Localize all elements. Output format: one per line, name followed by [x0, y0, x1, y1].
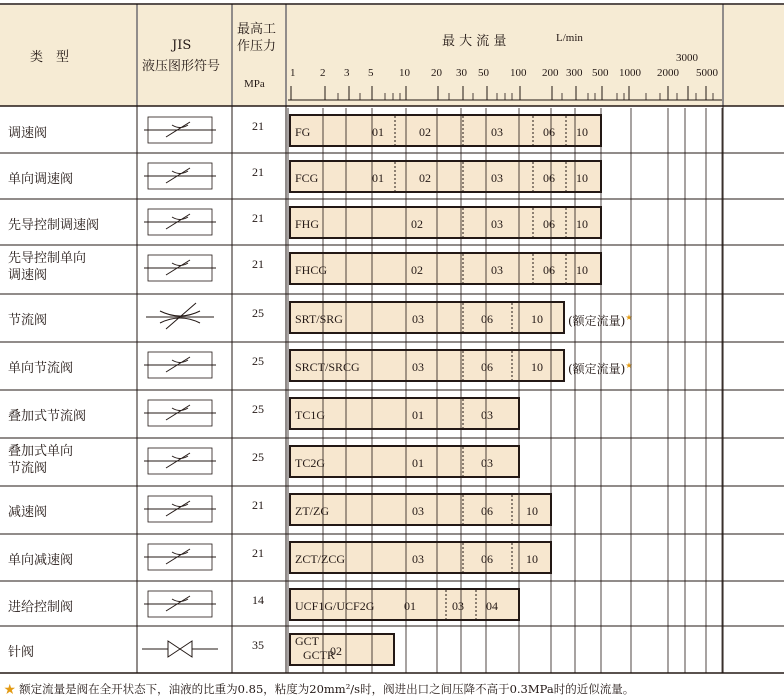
row-pressure: 21	[252, 119, 264, 133]
size-code: 06	[543, 125, 555, 139]
star-icon: ★	[4, 682, 16, 696]
row-type: 单向调速阀	[8, 172, 74, 187]
jis-symbol-icon	[144, 591, 216, 617]
header-jis-sub: 液压图形符号	[142, 59, 221, 74]
size-code: 02	[330, 644, 342, 658]
scale-label: 2000	[657, 67, 679, 79]
size-code: 03	[412, 552, 424, 566]
header-type: 类 型	[30, 50, 70, 65]
size-code: 10	[526, 552, 538, 566]
star-icon: ★	[625, 313, 633, 322]
header-flow-title: 最 大 流 量	[442, 34, 507, 49]
row-type: 先导控制调速阀	[8, 218, 100, 233]
jis-symbol-icon	[144, 352, 216, 378]
row-pressure: 35	[252, 638, 264, 652]
star-icon: ★	[625, 361, 633, 370]
series-label: SRCT/SRCG	[295, 360, 360, 374]
row-pressure: 25	[252, 306, 264, 320]
row-type: 节流阀	[8, 313, 48, 328]
series-label: GCT	[295, 634, 319, 648]
size-code: 01	[412, 456, 424, 470]
jis-symbol-icon	[144, 255, 216, 281]
scale-label: 20	[431, 67, 442, 79]
row-pressure: 21	[252, 257, 264, 271]
series-label: ZCT/ZCG	[295, 552, 345, 566]
row-pressure: 21	[252, 498, 264, 512]
rated-flow-note: (额定流量)	[568, 362, 626, 376]
series-label: SRT/SRG	[295, 312, 343, 326]
row-pressure: 25	[252, 354, 264, 368]
size-code: 06	[481, 552, 493, 566]
row-type-line2: 节流阀	[8, 461, 48, 476]
scale-label: 2	[320, 67, 326, 79]
size-code: 03	[491, 263, 503, 277]
size-code: 03	[452, 599, 464, 613]
series-label: FG	[295, 125, 311, 139]
scale-label: 5000	[696, 67, 718, 79]
size-code: 03	[491, 217, 503, 231]
header-flow-unit: L/min	[556, 32, 583, 44]
header-pressure-unit: MPa	[244, 78, 265, 90]
row-type: 减速阀	[8, 505, 48, 520]
size-code: 10	[531, 312, 543, 326]
size-code: 10	[526, 504, 538, 518]
size-code: 03	[491, 171, 503, 185]
jis-symbol-icon	[144, 163, 216, 189]
scale-label: 3	[344, 67, 350, 79]
row-pressure: 21	[252, 165, 264, 179]
jis-symbol-icon	[144, 544, 216, 570]
scale-label: 10	[399, 67, 410, 79]
row-pressure: 21	[252, 546, 264, 560]
scale-label: 300	[566, 67, 583, 79]
size-code: 01	[404, 599, 416, 613]
row-pressure: 21	[252, 211, 264, 225]
row-pressure: 25	[252, 402, 264, 416]
jis-symbol-icon	[146, 303, 214, 330]
series-label: ZT/ZG	[295, 504, 329, 518]
rated-flow-note: (额定流量)	[568, 314, 626, 328]
size-code: 06	[543, 263, 555, 277]
header-jis: JIS	[172, 38, 192, 53]
scale-label: 1000	[619, 67, 641, 79]
footnote-text: 额定流量是阀在全开状态下，油液的比重为0.85，粘度为20mm²/s时，阀进出口之间压降不高于0.3MPa时的近似流量。	[19, 682, 635, 696]
scale-label: 30	[456, 67, 467, 79]
size-code: 02	[411, 217, 423, 231]
row-type: 单向节流阀	[8, 361, 74, 376]
series-label: TC2G	[295, 456, 325, 470]
row-type: 进给控制阀	[8, 600, 74, 615]
size-code: 02	[419, 125, 431, 139]
size-code: 02	[419, 171, 431, 185]
size-code: 03	[412, 312, 424, 326]
series-label: FCG	[295, 171, 319, 185]
row-type: 先导控制单向	[8, 251, 87, 266]
jis-symbol-icon	[144, 209, 216, 235]
footnote	[4, 681, 634, 697]
jis-symbol-icon	[142, 636, 218, 662]
size-code: 01	[372, 171, 384, 185]
size-code: 01	[412, 408, 424, 422]
jis-symbol-icon	[144, 117, 216, 143]
series-label: FHCG	[295, 263, 328, 277]
jis-symbol-icon	[144, 496, 216, 522]
scale-label: 5	[368, 67, 374, 79]
size-code: 10	[576, 125, 588, 139]
row-pressure: 25	[252, 450, 264, 464]
row-type: 单向减速阀	[8, 553, 74, 568]
row-type: 叠加式节流阀	[8, 409, 87, 424]
header-pressure-sub: 作压力	[237, 39, 277, 54]
scale-label: 1	[290, 67, 296, 79]
row-type-line2: 调速阀	[8, 268, 48, 283]
size-code: 04	[486, 599, 498, 613]
size-code: 10	[576, 217, 588, 231]
series-label-line2: GCTR	[303, 648, 336, 662]
row-pressure: 14	[252, 593, 264, 607]
scale-label: 3000	[676, 52, 698, 64]
size-code: 03	[481, 408, 493, 422]
size-code: 03	[491, 125, 503, 139]
size-code: 06	[543, 171, 555, 185]
jis-symbol-icon	[144, 400, 216, 426]
size-code: 10	[576, 263, 588, 277]
size-code: 03	[481, 456, 493, 470]
size-code: 06	[481, 360, 493, 374]
size-code: 06	[481, 312, 493, 326]
size-code: 03	[412, 360, 424, 374]
series-label: FHG	[295, 217, 320, 231]
size-code: 06	[481, 504, 493, 518]
series-label: UCF1G/UCF2G	[295, 599, 375, 613]
scale-label: 500	[592, 67, 609, 79]
jis-symbol-icon	[144, 448, 216, 474]
series-label: TC1G	[295, 408, 325, 422]
header-pressure: 最高工	[237, 22, 277, 37]
row-type: 针阀	[8, 645, 35, 660]
size-code: 01	[372, 125, 384, 139]
row-type: 调速阀	[8, 126, 48, 141]
scale-label: 100	[510, 67, 527, 79]
size-code: 06	[543, 217, 555, 231]
scale-label: 200	[542, 67, 559, 79]
row-type: 叠加式单向	[8, 444, 74, 459]
scale-label: 50	[478, 67, 489, 79]
size-code: 10	[576, 171, 588, 185]
size-code: 02	[411, 263, 423, 277]
size-code: 10	[531, 360, 543, 374]
size-code: 03	[412, 504, 424, 518]
